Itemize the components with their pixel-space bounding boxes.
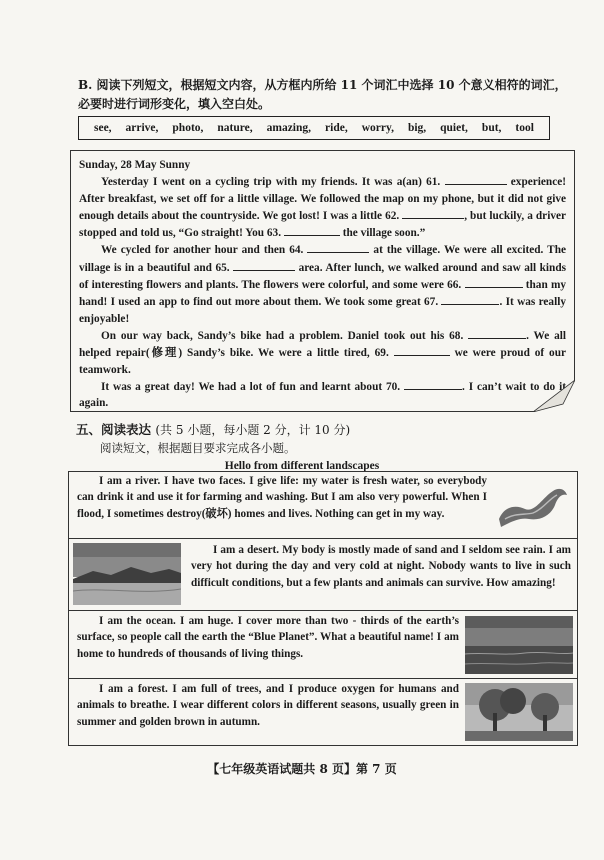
word-bank-item: but, [481,122,502,134]
forest-card [69,679,577,745]
word-bank-item: photo, [172,122,204,134]
ocean-image [465,616,573,674]
word-bank-item: see, [93,122,112,134]
instruction-line-2: 必要时进行词形变化，填入空白处。 [78,97,271,111]
desert-image [73,543,181,605]
ocean-card [69,611,577,679]
river-card [69,472,577,539]
blank-66[interactable] [465,276,523,288]
blank-61[interactable] [445,173,507,185]
word-bank-item: ride, [325,122,348,134]
blank-62[interactable] [402,207,464,219]
word-bank-item: worry, [361,122,394,134]
blank-68[interactable] [468,327,526,339]
paragraph-1: Yesterday I went on a cycling trip with my friends. It was a(an) 61. experience! After breakfast, we set off for a little village. We followed the map on my phone, but it did not give enough details about the countryside. We got lost! I was a little 62. , but luckily, a driver stopped and told us, “Go straight! You 63. the village soon.” [79,173,566,241]
forest-image [465,683,573,741]
paragraph-2: We cycled for another hour and then 64. at the village. We were all excited. The village is in a beautiful and 65. area. After lunch, we walked around and saw all kinds of interesting flowers and plants. The flowers were colorful, and some were 66. than my hand! I used an app to find out more about them. We took some great 67. . It was really enjoyable! [79,241,566,326]
word-bank-item: amazing, [266,122,312,134]
section-5-instruction: 阅读短文，根据题目要求完成各小题。 [100,441,296,455]
desert-text: I am a desert. My body is mostly made of sand and I seldom see rain. I am very hot during the day and very cold at night. Nobody wants to live in such difficult conditions, but a few plants and animals can survive. How amazing! [191,544,571,589]
blank-65[interactable] [233,259,295,271]
section-5-heading: 五、阅读表达 (共 5 小题，每小题 2 分，计 10 分) [76,422,351,437]
diary-passage [70,150,575,412]
blank-70[interactable] [404,378,462,390]
blank-67[interactable] [441,293,499,305]
landscape-cards [68,471,578,746]
desert-card [69,539,577,611]
river-text: I am a river. I have two faces. I give life: my water is fresh water, so everybody can drink it and use it for farming and washing. But I am also very powerful. When I flood, I sometimes destroy(破坏) homes and lives. Nothing can get in my way. [77,475,487,520]
paragraph-3: On our way back, Sandy’s bike had a problem. Daniel took out his 68. . We all helped repair(修理) Sandy’s bike. We were a little tired, 69. we were proud of our teamwork. [79,327,566,378]
blank-64[interactable] [307,241,369,253]
page-footer: 【七年级英语试题共 8 页】第 7 页 [207,762,397,776]
forest-text: I am a forest. I am full of trees, and I produce oxygen for humans and animals to breathe. I wear different colors in different seasons, usually green in summer and golden brown in autumn. [77,683,459,728]
word-bank-item: tool [515,122,534,134]
diary-date: Sunday, 28 May Sunny [79,159,191,171]
blank-63[interactable] [284,224,340,236]
word-bank [78,116,550,140]
page-curl-icon [533,380,575,412]
word-bank-item: big, [407,122,427,134]
section-b-instruction [78,76,568,114]
paragraph-4: It was a great day! We had a lot of fun and learnt about 70. . I can’t wait to do it again. [79,378,566,412]
word-bank-item: quiet, [440,122,468,134]
river-icon [495,475,571,535]
word-bank-item: nature, [217,122,253,134]
instruction-line-1: B. 阅读下列短文，根据短文内容，从方框内所给 11 个词汇中选择 10 个意义相符的词汇， [78,78,567,92]
blank-69[interactable] [394,344,450,356]
ocean-text: I am the ocean. I am huge. I cover more than two - thirds of the earth’s surface, so people call the earth the “Blue Planet”. What a beautiful name! I am home to hundreds of thousands of living things. [77,615,459,660]
word-bank-item: arrive, [125,122,159,134]
reading-title: Hello from different landscapes [224,460,380,472]
